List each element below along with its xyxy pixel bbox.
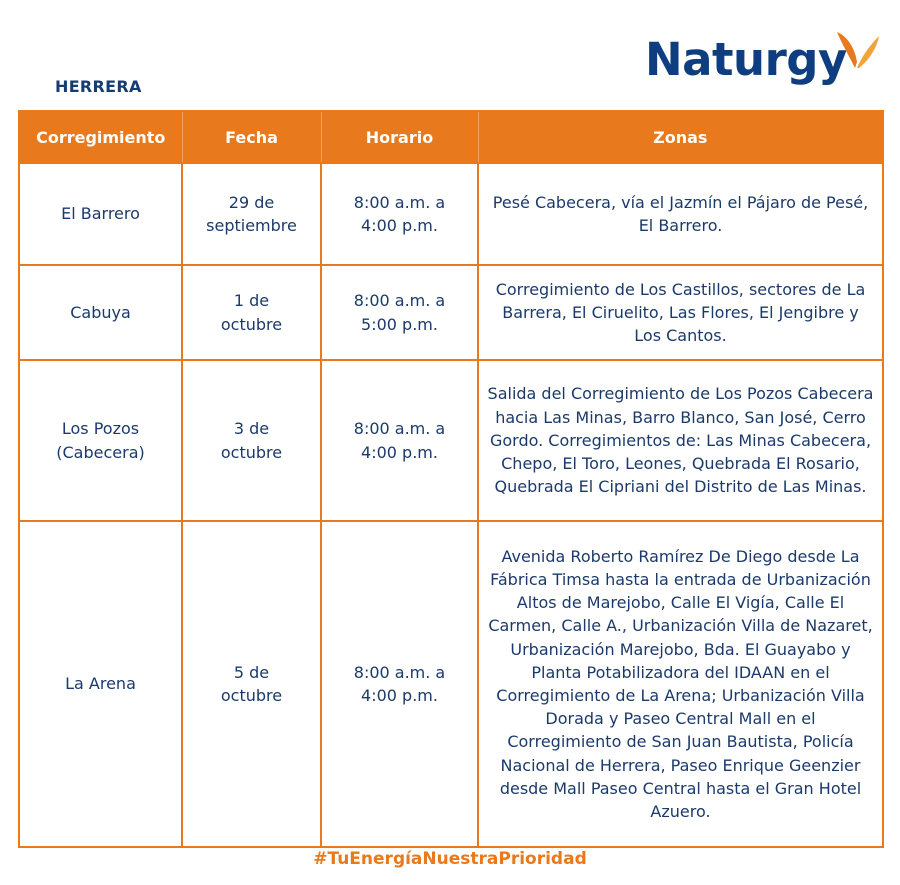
- column-header-zonas: Zonas: [478, 111, 883, 163]
- fecha-text: 5 de octubre: [220, 662, 283, 705]
- cell-horario: [321, 360, 478, 521]
- butterfly-icon: [835, 28, 881, 74]
- cell-zonas: Corregimiento de Los Castillos, sectores de La Barrera, El Ciruelito, Las Flores, El Jengibre y Los Cantos.: [478, 265, 883, 360]
- cell-fecha: [182, 163, 321, 265]
- table-row: [19, 265, 883, 360]
- cell-corregimiento: La Arena: [19, 521, 182, 847]
- fecha-text: 1 de octubre: [220, 291, 283, 334]
- cell-corregimiento: Cabuya: [19, 265, 182, 360]
- cell-horario: [321, 265, 478, 360]
- table-header-row: [19, 111, 883, 163]
- campaign-hashtag: #TuEnergíaNuestraPrioridad: [313, 849, 587, 869]
- fecha-text: 3 de octubre: [220, 419, 283, 462]
- fecha-text: 29 de septiembre: [206, 192, 297, 235]
- column-header-corregimiento: Corregimiento: [19, 111, 182, 163]
- naturgy-logo: [645, 26, 885, 96]
- cell-horario: [321, 163, 478, 265]
- cell-zonas: Salida del Corregimiento de Los Pozos Cabecera hacia Las Minas, Barro Blanco, San José, Cerro Gordo. Corregimientos de: Las Minas Cabecera, Chepo, El Toro, Leones, Quebrada El Rosario, Quebrada El Cipriani del Distrito de Las Minas.: [478, 360, 883, 521]
- table-row: [19, 163, 883, 265]
- cell-zonas: Avenida Roberto Ramírez De Diego desde La Fábrica Timsa hasta la entrada de Urbanización Altos de Marejobo, Calle El Vigía, Calle El Carmen, Calle A., Urbanización Villa de Nazaret, Urbanización Marejobo, Bda. El Guayabo y Planta Potabilizadora del IDAAN en el Corregimiento de La Arena; Urbanización Villa Dorada y Paseo Central Mall en el Corregimiento de San Juan Bautista, Policía Nacional de Herrera, Paseo Enrique Geenzier desde Mall Paseo Central hasta el Gran Hotel Azuero.: [478, 521, 883, 847]
- table-row: [19, 360, 883, 521]
- cell-fecha: [182, 265, 321, 360]
- cell-zonas: Pesé Cabecera, vía el Jazmín el Pájaro de Pesé, El Barrero.: [478, 163, 883, 265]
- schedule-table: [18, 110, 884, 848]
- region-title: HERRERA: [55, 77, 142, 96]
- cell-horario: [321, 521, 478, 847]
- horario-text: 8:00 a.m. a 4:00 p.m.: [353, 192, 446, 235]
- horario-text: 8:00 a.m. a 4:00 p.m.: [353, 419, 446, 462]
- brand-wordmark: Naturgy: [645, 33, 847, 86]
- table-row: [19, 521, 883, 847]
- horario-text: 8:00 a.m. a 4:00 p.m.: [353, 662, 446, 705]
- column-header-fecha: Fecha: [182, 111, 321, 163]
- cell-fecha: [182, 360, 321, 521]
- column-header-horario: Horario: [321, 111, 478, 163]
- cell-corregimiento: El Barrero: [19, 163, 182, 265]
- corregimiento-text: Los Pozos (Cabecera): [56, 419, 145, 462]
- cell-corregimiento: [19, 360, 182, 521]
- cell-fecha: [182, 521, 321, 847]
- horario-text: 8:00 a.m. a 5:00 p.m.: [353, 291, 446, 334]
